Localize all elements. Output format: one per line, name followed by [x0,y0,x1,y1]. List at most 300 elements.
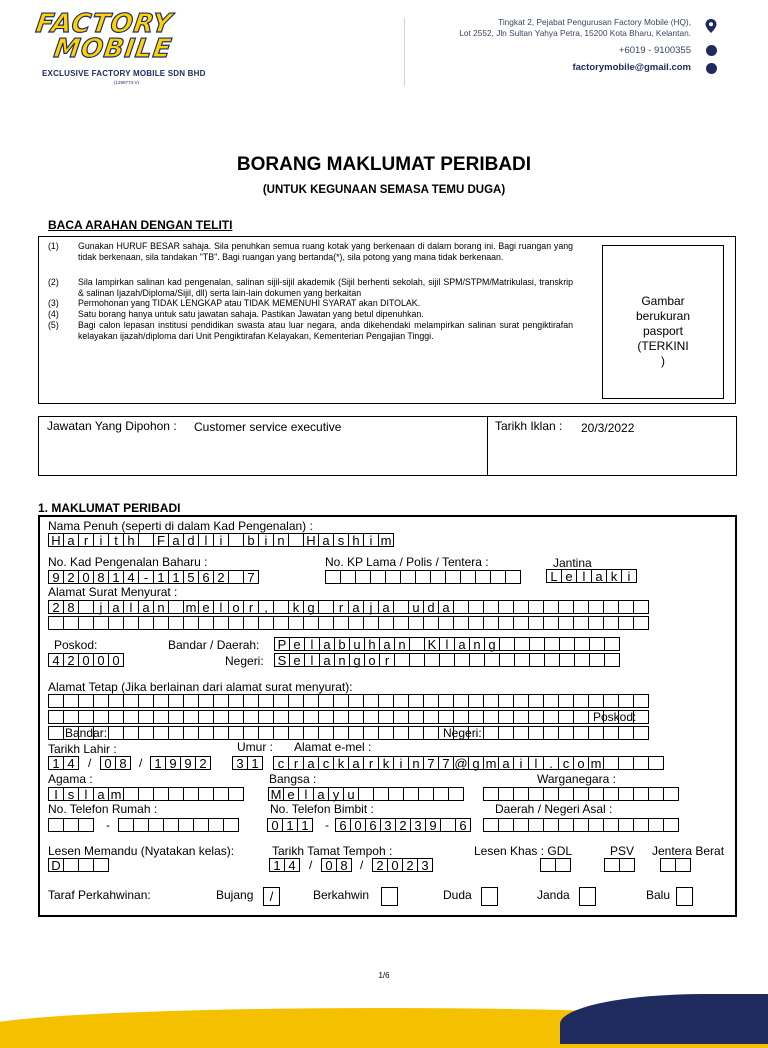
char-box[interactable] [423,694,439,708]
char-box[interactable]: 9 [48,570,64,584]
char-box[interactable] [423,616,439,630]
char-box[interactable]: 4 [123,570,139,584]
char-box[interactable]: 2 [372,858,388,872]
char-box[interactable] [498,694,514,708]
char-box[interactable] [633,726,649,740]
char-box[interactable] [633,818,649,832]
char-box[interactable]: m [378,533,394,547]
char-box[interactable]: 9 [165,756,181,770]
char-box[interactable]: n [408,756,424,770]
char-box[interactable]: S [274,653,290,667]
char-box[interactable] [388,787,404,801]
char-box[interactable] [78,600,94,614]
char-box[interactable]: i [258,533,274,547]
char-box[interactable] [618,818,634,832]
new-ic-field[interactable] [48,570,259,584]
char-box[interactable] [198,694,214,708]
char-box[interactable] [138,533,154,547]
char-box[interactable] [663,787,679,801]
char-box[interactable] [288,726,304,740]
perm-address-row1[interactable] [48,694,649,708]
char-box[interactable]: 3 [232,756,248,770]
char-box[interactable] [448,787,464,801]
char-box[interactable] [418,787,434,801]
char-box[interactable] [193,818,209,832]
char-box[interactable] [228,787,244,801]
char-box[interactable] [208,818,224,832]
char-box[interactable] [588,787,604,801]
char-box[interactable]: 0 [100,756,116,770]
char-box[interactable] [499,653,515,667]
char-box[interactable] [63,710,79,724]
char-box[interactable] [633,694,649,708]
char-box[interactable] [325,570,341,584]
char-box[interactable] [558,787,574,801]
char-box[interactable] [483,616,499,630]
char-box[interactable]: l [439,637,455,651]
char-box[interactable]: H [303,533,319,547]
char-box[interactable] [528,726,544,740]
char-box[interactable] [118,818,134,832]
char-box[interactable] [48,710,64,724]
char-box[interactable]: 1 [297,818,313,832]
char-box[interactable] [618,616,634,630]
char-box[interactable]: 2 [395,818,411,832]
char-box[interactable]: a [454,637,470,651]
char-box[interactable] [483,787,499,801]
char-box[interactable]: 8 [115,756,131,770]
char-box[interactable] [408,616,424,630]
char-box[interactable]: 3 [410,818,426,832]
dob-month-field[interactable] [100,756,131,770]
char-box[interactable] [543,616,559,630]
char-box[interactable] [528,787,544,801]
char-box[interactable] [333,616,349,630]
char-box[interactable] [558,710,574,724]
char-box[interactable] [48,616,64,630]
char-box[interactable] [514,653,530,667]
race-field[interactable] [268,787,464,801]
char-box[interactable] [138,694,154,708]
char-box[interactable] [183,694,199,708]
char-box[interactable] [543,710,559,724]
char-box[interactable] [363,694,379,708]
char-box[interactable] [123,616,139,630]
char-box[interactable]: 9 [425,818,441,832]
char-box[interactable]: 7 [243,570,259,584]
char-box[interactable] [445,570,461,584]
expiry-year-field[interactable] [372,858,433,872]
char-box[interactable]: a [378,600,394,614]
char-box[interactable] [163,818,179,832]
widower-checkbox[interactable] [481,887,498,906]
char-box[interactable] [318,694,334,708]
char-box[interactable] [138,787,154,801]
char-box[interactable]: L [546,569,562,583]
char-box[interactable] [108,616,124,630]
heavy-vehicle-field[interactable] [660,858,691,872]
char-box[interactable] [589,637,605,651]
char-box[interactable]: a [318,533,334,547]
widow-checkbox[interactable] [579,887,596,906]
char-box[interactable] [468,600,484,614]
char-box[interactable]: e [289,653,305,667]
char-box[interactable] [63,616,79,630]
position-value[interactable]: Customer service executive [194,420,342,434]
char-box[interactable] [633,600,649,614]
char-box[interactable] [228,694,244,708]
char-box[interactable]: a [63,533,79,547]
char-box[interactable] [273,726,289,740]
char-box[interactable]: 7 [438,756,454,770]
char-box[interactable]: a [379,637,395,651]
char-box[interactable] [400,570,416,584]
perm-address-row2[interactable] [48,710,649,724]
char-box[interactable] [660,858,676,872]
mail-address-row2[interactable] [48,616,649,630]
char-box[interactable] [363,726,379,740]
char-box[interactable] [258,710,274,724]
char-box[interactable] [604,653,620,667]
char-box[interactable]: k [333,756,349,770]
char-box[interactable]: j [363,600,379,614]
char-box[interactable] [78,694,94,708]
char-box[interactable] [153,616,169,630]
state-field[interactable] [274,653,620,667]
char-box[interactable] [648,818,664,832]
char-box[interactable]: e [198,600,214,614]
char-box[interactable]: 1 [150,756,166,770]
char-box[interactable]: F [153,533,169,547]
char-box[interactable] [348,616,364,630]
char-box[interactable]: e [289,637,305,651]
char-box[interactable] [123,694,139,708]
expiry-day-field[interactable] [269,858,300,872]
char-box[interactable] [603,600,619,614]
char-box[interactable] [153,710,169,724]
char-box[interactable] [403,787,419,801]
char-box[interactable] [213,694,229,708]
char-box[interactable]: u [343,787,359,801]
char-box[interactable] [528,818,544,832]
char-box[interactable] [603,818,619,832]
char-box[interactable]: 2 [402,858,418,872]
char-box[interactable]: 2 [63,653,79,667]
char-box[interactable] [558,616,574,630]
char-box[interactable] [633,787,649,801]
char-box[interactable]: i [213,533,229,547]
char-box[interactable] [393,616,409,630]
char-box[interactable] [513,787,529,801]
char-box[interactable] [573,818,589,832]
char-box[interactable]: c [318,756,334,770]
char-box[interactable] [475,570,491,584]
char-box[interactable] [213,616,229,630]
char-box[interactable] [273,600,289,614]
char-box[interactable] [603,616,619,630]
char-box[interactable]: k [378,756,394,770]
char-box[interactable]: 0 [321,858,337,872]
char-box[interactable] [513,616,529,630]
char-box[interactable]: M [268,787,284,801]
char-box[interactable] [378,616,394,630]
char-box[interactable] [618,726,634,740]
married-checkbox[interactable] [381,887,398,906]
char-box[interactable]: i [93,533,109,547]
char-box[interactable]: a [319,653,335,667]
char-box[interactable] [63,818,79,832]
char-box[interactable] [618,694,634,708]
char-box[interactable] [603,756,619,770]
char-box[interactable] [588,818,604,832]
char-box[interactable] [439,653,455,667]
char-box[interactable]: e [283,787,299,801]
balu-checkbox[interactable] [676,887,693,906]
char-box[interactable] [258,726,274,740]
char-box[interactable]: m [588,756,604,770]
char-box[interactable] [543,787,559,801]
char-box[interactable] [333,710,349,724]
char-box[interactable] [273,710,289,724]
char-box[interactable]: k [606,569,622,583]
char-box[interactable] [288,710,304,724]
char-box[interactable] [373,787,389,801]
char-box[interactable] [363,710,379,724]
char-box[interactable] [333,694,349,708]
char-box[interactable] [133,818,149,832]
char-box[interactable] [588,616,604,630]
religion-field[interactable] [48,787,244,801]
char-box[interactable] [183,616,199,630]
char-box[interactable] [528,616,544,630]
char-box[interactable] [544,653,560,667]
char-box[interactable]: 4 [48,653,64,667]
char-box[interactable] [303,616,319,630]
char-box[interactable] [108,710,124,724]
char-box[interactable] [469,653,485,667]
char-box[interactable]: 6 [455,818,471,832]
char-box[interactable]: u [349,637,365,651]
char-box[interactable] [393,694,409,708]
char-box[interactable] [648,787,664,801]
char-box[interactable]: 3 [380,818,396,832]
char-box[interactable]: r [333,600,349,614]
perm-address-row3[interactable] [48,726,649,740]
char-box[interactable]: 1 [247,756,263,770]
char-box[interactable]: c [273,756,289,770]
char-box[interactable]: , [258,600,274,614]
char-box[interactable] [513,818,529,832]
char-box[interactable]: a [591,569,607,583]
char-box[interactable] [453,616,469,630]
char-box[interactable] [604,858,620,872]
char-box[interactable]: o [364,653,380,667]
char-box[interactable] [433,787,449,801]
char-box[interactable] [243,694,259,708]
old-ic-field[interactable] [325,570,521,584]
char-box[interactable]: l [198,533,214,547]
char-box[interactable]: I [48,787,64,801]
char-box[interactable] [559,637,575,651]
char-box[interactable] [318,726,334,740]
char-box[interactable] [378,726,394,740]
char-box[interactable] [573,694,589,708]
char-box[interactable] [505,570,521,584]
char-box[interactable] [258,694,274,708]
char-box[interactable] [408,710,424,724]
char-box[interactable]: 2 [63,570,79,584]
char-box[interactable] [318,710,334,724]
char-box[interactable]: 2 [48,600,64,614]
char-box[interactable] [213,726,229,740]
char-box[interactable] [78,858,94,872]
char-box[interactable] [378,710,394,724]
char-box[interactable]: e [561,569,577,583]
char-box[interactable] [460,570,476,584]
char-box[interactable] [108,726,124,740]
dob-day-field[interactable] [48,756,79,770]
char-box[interactable]: g [468,756,484,770]
char-box[interactable] [123,726,139,740]
char-box[interactable]: k [288,600,304,614]
char-box[interactable] [588,694,604,708]
char-box[interactable]: 0 [387,858,403,872]
mobile-number-field[interactable] [335,818,471,832]
char-box[interactable] [544,637,560,651]
char-box[interactable] [618,600,634,614]
char-box[interactable] [198,616,214,630]
char-box[interactable]: i [363,533,379,547]
char-box[interactable] [408,726,424,740]
license-class-field[interactable] [48,858,109,872]
char-box[interactable]: n [273,533,289,547]
char-box[interactable] [543,818,559,832]
char-box[interactable] [558,726,574,740]
char-box[interactable] [573,726,589,740]
char-box[interactable] [258,616,274,630]
char-box[interactable] [468,616,484,630]
char-box[interactable] [93,710,109,724]
char-box[interactable] [588,726,604,740]
char-box[interactable] [48,694,64,708]
char-box[interactable] [543,726,559,740]
char-box[interactable] [228,710,244,724]
char-box[interactable] [355,570,371,584]
char-box[interactable] [348,710,364,724]
char-box[interactable] [543,600,559,614]
char-box[interactable]: h [123,533,139,547]
char-box[interactable] [648,756,664,770]
origin-field[interactable] [483,818,679,832]
char-box[interactable] [183,787,199,801]
char-box[interactable]: 8 [336,858,352,872]
char-box[interactable] [288,616,304,630]
char-box[interactable] [48,818,64,832]
char-box[interactable]: a [168,533,184,547]
char-box[interactable] [675,858,691,872]
char-box[interactable]: - [138,570,154,584]
char-box[interactable] [385,570,401,584]
char-box[interactable] [573,600,589,614]
char-box[interactable] [138,710,154,724]
char-box[interactable] [574,653,590,667]
char-box[interactable] [358,787,374,801]
char-box[interactable]: a [108,600,124,614]
char-box[interactable] [228,570,244,584]
char-box[interactable] [555,858,571,872]
char-box[interactable] [168,616,184,630]
char-box[interactable]: r [288,756,304,770]
char-box[interactable] [498,616,514,630]
char-box[interactable] [430,570,446,584]
char-box[interactable]: i [513,756,529,770]
char-box[interactable] [424,653,440,667]
char-box[interactable] [573,710,589,724]
char-box[interactable] [393,710,409,724]
char-box[interactable] [168,710,184,724]
char-box[interactable]: K [424,637,440,651]
char-box[interactable] [288,694,304,708]
char-box[interactable] [423,710,439,724]
char-box[interactable]: n [469,637,485,651]
char-box[interactable] [408,694,424,708]
char-box[interactable]: 2 [195,756,211,770]
citizenship-field[interactable] [483,787,679,801]
full-name-field[interactable] [48,533,394,547]
char-box[interactable] [138,726,154,740]
char-box[interactable] [558,694,574,708]
char-box[interactable]: s [63,787,79,801]
char-box[interactable]: 0 [108,653,124,667]
char-box[interactable] [93,858,109,872]
char-box[interactable] [483,710,499,724]
char-box[interactable] [303,726,319,740]
age-field[interactable] [232,756,263,770]
char-box[interactable] [198,726,214,740]
char-box[interactable]: i [393,756,409,770]
char-box[interactable] [318,616,334,630]
char-box[interactable] [168,600,184,614]
char-box[interactable] [153,694,169,708]
char-box[interactable]: h [348,533,364,547]
char-box[interactable]: a [319,637,335,651]
char-box[interactable]: a [438,600,454,614]
char-box[interactable]: P [274,637,290,651]
char-box[interactable] [663,818,679,832]
char-box[interactable]: 1 [108,570,124,584]
char-box[interactable]: l [298,787,314,801]
char-box[interactable] [378,694,394,708]
char-box[interactable] [483,818,499,832]
char-box[interactable] [573,616,589,630]
char-box[interactable] [78,616,94,630]
char-box[interactable]: 4 [284,858,300,872]
char-box[interactable]: a [93,787,109,801]
char-box[interactable] [303,694,319,708]
char-box[interactable]: 1 [168,570,184,584]
char-box[interactable]: n [334,653,350,667]
char-box[interactable] [108,694,124,708]
char-box[interactable] [228,726,244,740]
char-box[interactable] [490,570,506,584]
char-box[interactable] [619,858,635,872]
char-box[interactable]: h [364,637,380,651]
char-box[interactable] [393,600,409,614]
psv-field[interactable] [604,858,635,872]
char-box[interactable]: t [108,533,124,547]
ad-date-value[interactable]: 20/3/2022 [581,421,635,435]
char-box[interactable]: a [313,787,329,801]
